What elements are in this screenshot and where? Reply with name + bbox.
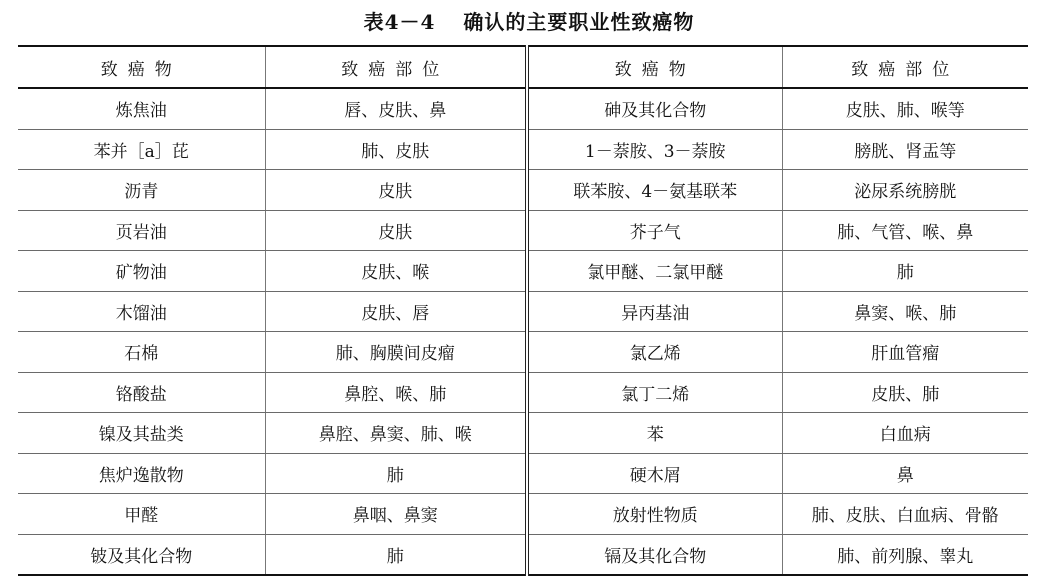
table-row — [18, 210, 1028, 251]
cell-site: 鼻腔、鼻窦、肺、喉 — [265, 413, 527, 454]
cell-carcinogen: 苯 — [527, 413, 782, 454]
table-row — [18, 494, 1028, 535]
carcinogen-table — [18, 45, 1028, 576]
cell-carcinogen: 氯丁二烯 — [527, 372, 782, 413]
cell-carcinogen: 联苯胺、4－氨基联苯 — [527, 170, 782, 211]
table-row — [18, 291, 1028, 332]
cell-carcinogen: 铬酸盐 — [18, 372, 265, 413]
cell-carcinogen: 苯并［a］芘 — [18, 129, 265, 170]
table-row — [18, 170, 1028, 211]
cell-carcinogen: 砷及其化合物 — [527, 88, 782, 129]
cell-site: 肝血管瘤 — [782, 332, 1028, 373]
cell-site: 皮肤、唇 — [265, 291, 527, 332]
cell-site: 肺、前列腺、睾丸 — [782, 534, 1028, 575]
table-row — [18, 413, 1028, 454]
cell-carcinogen: 氯甲醚、二氯甲醚 — [527, 251, 782, 292]
cell-carcinogen: 氯乙烯 — [527, 332, 782, 373]
cell-site: 肺、皮肤、白血病、骨骼 — [782, 494, 1028, 535]
cell-site: 肺、胸膜间皮瘤 — [265, 332, 527, 373]
cell-carcinogen: 异丙基油 — [527, 291, 782, 332]
cell-carcinogen: 木馏油 — [18, 291, 265, 332]
cell-carcinogen: 石棉 — [18, 332, 265, 373]
cell-site: 皮肤 — [265, 170, 527, 211]
cell-site: 皮肤 — [265, 210, 527, 251]
header-row — [18, 46, 1028, 88]
cell-carcinogen: 铍及其化合物 — [18, 534, 265, 575]
header-carcinogen-left: 致癌物 — [18, 46, 265, 88]
cell-site: 皮肤、肺、喉等 — [782, 88, 1028, 129]
table-row — [18, 251, 1028, 292]
cell-carcinogen: 沥青 — [18, 170, 265, 211]
cell-site: 肺 — [265, 453, 527, 494]
cell-carcinogen: 炼焦油 — [18, 88, 265, 129]
cell-site: 鼻咽、鼻窦 — [265, 494, 527, 535]
cell-carcinogen: 1－萘胺、3－萘胺 — [527, 129, 782, 170]
cell-carcinogen: 页岩油 — [18, 210, 265, 251]
cell-site: 皮肤、喉 — [265, 251, 527, 292]
cell-site: 鼻窦、喉、肺 — [782, 291, 1028, 332]
cell-carcinogen: 焦炉逸散物 — [18, 453, 265, 494]
cell-carcinogen: 放射性物质 — [527, 494, 782, 535]
cell-carcinogen: 芥子气 — [527, 210, 782, 251]
cell-site: 肺、气管、喉、鼻 — [782, 210, 1028, 251]
cell-site: 肺 — [265, 534, 527, 575]
header-site-right: 致癌部位 — [782, 46, 1028, 88]
cell-carcinogen: 矿物油 — [18, 251, 265, 292]
cell-site: 泌尿系统膀胱 — [782, 170, 1028, 211]
table-body — [18, 88, 1028, 575]
table-row — [18, 88, 1028, 129]
cell-site: 皮肤、肺 — [782, 372, 1028, 413]
table-row — [18, 453, 1028, 494]
cell-site: 白血病 — [782, 413, 1028, 454]
header-carcinogen-right: 致癌物 — [527, 46, 782, 88]
table-row — [18, 129, 1028, 170]
cell-site: 膀胱、肾盂等 — [782, 129, 1028, 170]
table-title: 确认的主要职业性致癌物 — [463, 10, 695, 34]
cell-carcinogen: 镉及其化合物 — [527, 534, 782, 575]
table-row — [18, 332, 1028, 373]
cell-site: 肺、皮肤 — [265, 129, 527, 170]
table-row — [18, 534, 1028, 575]
header-site-left: 致癌部位 — [265, 46, 527, 88]
cell-site: 鼻腔、喉、肺 — [265, 372, 527, 413]
cell-carcinogen: 硬木屑 — [527, 453, 782, 494]
cell-site: 唇、皮肤、鼻 — [265, 88, 527, 129]
table-row — [18, 372, 1028, 413]
cell-carcinogen: 镍及其盐类 — [18, 413, 265, 454]
cell-carcinogen: 甲醛 — [18, 494, 265, 535]
table-caption — [0, 8, 1058, 36]
table-number: 表4－4 — [363, 10, 436, 34]
cell-site: 鼻 — [782, 453, 1028, 494]
cell-site: 肺 — [782, 251, 1028, 292]
